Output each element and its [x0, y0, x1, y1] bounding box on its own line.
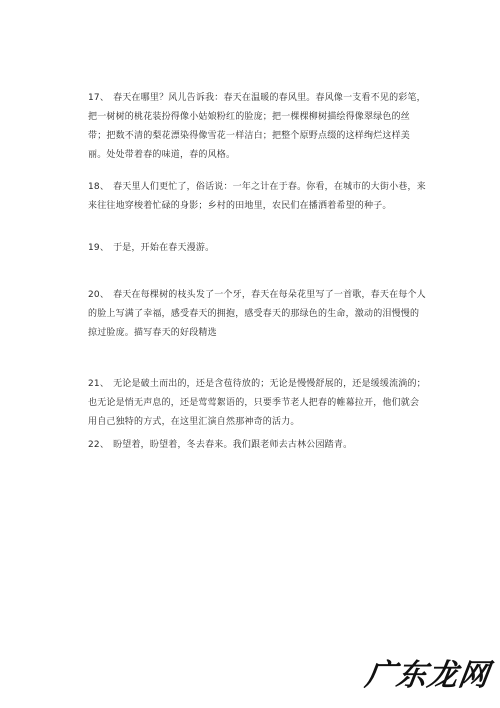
paragraph-17: [88, 89, 428, 165]
site-watermark: 广东龙网: [363, 658, 492, 693]
paragraph-number: 18、: [88, 182, 110, 192]
paragraph-20: [88, 286, 428, 343]
paragraph-text: 春天在哪里？风儿告诉我：春天在温暖的春风里。春风像一支看不见的彩笔，把一树树的桃花装扮得像小姑娘粉红的脸庞；把一棵棵柳树描绘得像翠绿色的丝带；把数不清的梨花漂染得像雪花一样洁白；把整个原野点缀的这样绚烂这样美丽。处处带着春的味道，春的风格。: [88, 93, 426, 160]
paragraph-number: 17、: [88, 93, 110, 103]
paragraph-22: [88, 436, 428, 455]
paragraph-19: [88, 239, 428, 258]
paragraph-text: 于是，开始在春天漫游。: [113, 243, 215, 253]
paragraph-21: [88, 375, 428, 432]
paragraph-text: 春天在每棵树的枝头发了一个牙，春天在每朵花里写了一首歌，春天在每个人的脸上写满了幸福，感受春天的拥抱，感受春天的那绿色的生命，激动的泪慢慢的掠过脸庞。描写春天的好段精选: [88, 290, 426, 338]
paragraph-text: 无论是破土而出的，还是含苞待放的；无论是慢慢舒展的，还是缓缓流淌的；也无论是悄无声息的，还是莺莺絮语的，只要季节老人把春的帷幕拉开，他们就会用自己独特的方式，在这里汇演自然那神奇的活力。: [88, 379, 426, 427]
paragraph-number: 20、: [88, 290, 110, 300]
paragraph-18: [88, 178, 428, 216]
paragraph-number: 22、: [88, 440, 110, 450]
paragraph-text: 盼望着，盼望着，冬去春来。我们跟老师去古林公园踏青。: [113, 440, 353, 450]
paragraph-text: 春天里人们更忙了，俗话说：一年之计在于春。你看，在城市的大街小巷，来来往往地穿梭着忙碌的身影；乡村的田地里，农民们在播洒着希望的种子。: [88, 182, 426, 211]
paragraph-number: 21、: [88, 379, 110, 389]
paragraph-number: 19、: [88, 243, 110, 253]
